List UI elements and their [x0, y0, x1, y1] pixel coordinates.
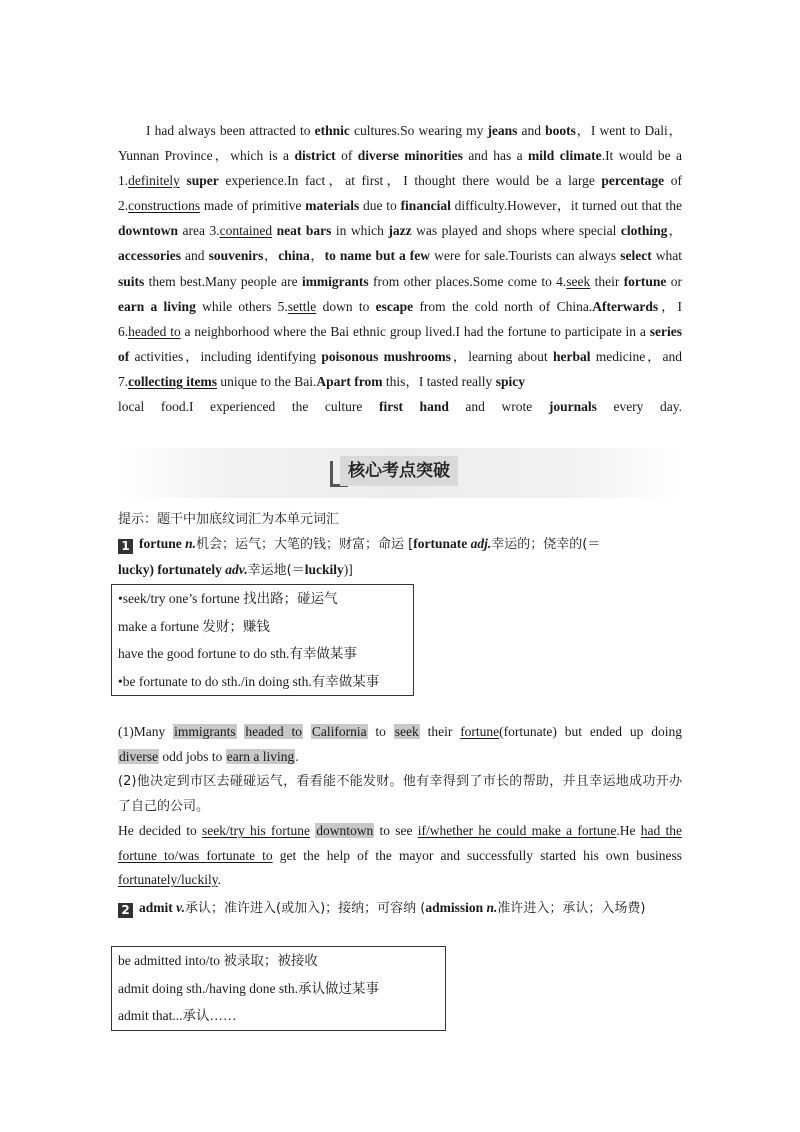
- vocab-bold: mild climate: [528, 148, 602, 164]
- phrase-entry: have the good fortune to do sth.有幸做某事: [118, 646, 357, 661]
- vocab-underlined: settle: [287, 298, 317, 314]
- passage-text: while others 5.: [195, 298, 288, 314]
- example-text: He decided to: [118, 823, 202, 838]
- example-text: to: [367, 724, 394, 739]
- vocab-bold: immigrants: [301, 273, 369, 289]
- vocab-bold: journals: [548, 399, 597, 415]
- highlighted-vocab: downtown: [316, 823, 374, 838]
- phrase-box-1: [111, 584, 414, 696]
- passage-text: ，: [263, 248, 279, 264]
- definition: )]: [343, 562, 353, 577]
- passage-text: activities，including identifying: [129, 348, 322, 364]
- passage-text: and has a: [462, 148, 529, 164]
- phrase-entry: admit that...承认……: [118, 1008, 237, 1023]
- headword: fortune: [139, 536, 182, 551]
- highlighted-vocab: earn a living: [226, 748, 295, 764]
- vocab-bold: ethnic: [314, 123, 350, 138]
- answer-underlined: fortunately/luckily: [118, 872, 218, 887]
- item-number-badge: 2: [118, 903, 133, 918]
- vocab-bold: poisonous mushrooms: [321, 348, 451, 364]
- vocab-bold: clothing: [620, 223, 668, 239]
- vocab-bold: super: [186, 173, 219, 189]
- vocab-bold: series of: [118, 323, 682, 364]
- part-of-speech: n.: [185, 536, 197, 551]
- example-text: (1)Many: [118, 724, 174, 739]
- vocab-bold: Apart from: [316, 373, 383, 389]
- part-of-speech: n.: [486, 900, 498, 915]
- example-1: [118, 720, 682, 769]
- highlighted-vocab: California: [311, 724, 367, 739]
- passage-text: local food.I experienced the culture: [118, 399, 379, 415]
- vocab-bold: china: [278, 248, 310, 264]
- passage-text: in which: [331, 223, 389, 239]
- passage-text: every day.: [596, 399, 683, 415]
- passage-text: their: [590, 273, 624, 289]
- section-banner: [118, 448, 682, 498]
- vocab-bold: escape: [375, 298, 414, 314]
- definition: 准许进入；承认；入场费): [497, 901, 646, 916]
- highlighted-vocab: seek: [394, 724, 419, 739]
- answer-underlined: if/whether he could make a fortune: [417, 823, 617, 838]
- related-word: admission: [425, 900, 484, 915]
- vocab-bold: first hand: [378, 399, 449, 415]
- example-1-line-1: [118, 720, 682, 745]
- phrase-entry: make a fortune 发财；赚钱: [118, 618, 270, 634]
- vocab-bold: spicy: [495, 373, 525, 389]
- passage-text: this，I tasted really: [382, 373, 496, 389]
- passage-text: and: [517, 123, 546, 138]
- vocab-underlined: seek: [566, 273, 591, 289]
- vocab-bold: suits: [118, 273, 145, 289]
- vocab-underlined: constructions: [128, 198, 201, 214]
- answer-underlined: fortune: [460, 724, 500, 739]
- phrase-entry: admit doing sth./having done sth.承认做过某事: [118, 980, 379, 996]
- vocab-bold: herbal: [552, 348, 591, 364]
- passage-text: made of primitive: [200, 198, 306, 214]
- part-of-speech: v.: [176, 900, 185, 915]
- vocab-bold: jeans: [487, 123, 518, 138]
- passage-text: ，learning about: [450, 348, 553, 364]
- passage-text: medicine，and 7.: [118, 348, 683, 389]
- vocab-bold: fortune: [623, 273, 667, 289]
- related-word: fortunately: [157, 562, 222, 577]
- vocab-bold: diverse minorities: [357, 148, 463, 164]
- passage-text: down to: [316, 298, 376, 314]
- example-2-chinese: (2)他决定到市区去碰碰运气，看看能不能发财。他有幸得到了市长的帮助，并且幸运地成功开办了自己的公司。: [118, 774, 682, 814]
- vocab-underlined-bold: collecting items: [128, 373, 217, 389]
- phrase-entry: •be fortunate to do sth./in doing sth.有幸做某事: [118, 673, 380, 689]
- part-of-speech: adv.: [225, 562, 248, 577]
- hint-note: 提示：题干中加底纹词汇为本单元词汇: [118, 512, 340, 527]
- part-of-speech: adj.: [470, 536, 492, 551]
- passage-text: ，I went to Dali，Yunnan Province，which is a: [118, 123, 682, 164]
- passage-text: area 3.: [178, 223, 220, 239]
- vocab-bold: souvenirs: [208, 248, 264, 264]
- phrase-entry: be admitted into/to 被录取；被接收: [118, 953, 318, 968]
- item2-heading: [118, 895, 682, 921]
- phrase-entry: •seek/try one’s fortune 找出路；碰运气: [118, 591, 338, 606]
- vocab-bold: district: [294, 148, 336, 164]
- example-text: their: [419, 724, 461, 739]
- vocab-bold: financial: [400, 198, 451, 214]
- vocab-underlined: definitely: [128, 173, 180, 189]
- passage-text: cultures.So wearing my: [349, 123, 488, 138]
- answer-underlined: seek/try his fortune: [201, 823, 310, 838]
- example-text: get the help of the mayor and successfully started his own business: [272, 847, 682, 863]
- definition: 幸运的；侥幸的(＝: [491, 537, 601, 552]
- passage-text: of 2.: [118, 173, 683, 214]
- passage-text: ，: [309, 248, 325, 264]
- passage-text: from other places.Some come to 4.: [368, 273, 567, 289]
- reading-passage: [118, 118, 682, 419]
- related-word: fortunate: [413, 536, 468, 551]
- answer-underlined: had the fortune to/was fortunate to: [118, 823, 682, 863]
- passage-text: due to: [359, 198, 401, 214]
- highlighted-vocab: immigrants: [174, 724, 236, 739]
- example-text: to see: [374, 823, 418, 838]
- vocab-bold: earn a living: [118, 298, 196, 314]
- passage-text: and wrote: [448, 399, 549, 415]
- definition: 幸运地(＝: [247, 563, 305, 578]
- example-text: .He: [616, 823, 641, 838]
- related-word: lucky): [118, 562, 155, 577]
- passage-text: or: [666, 273, 683, 289]
- highlighted-vocab: headed to: [245, 724, 302, 739]
- vocab-bold: downtown: [118, 223, 179, 239]
- passage-text: a neighborhood where the Bai ethnic group lived.I had the fortune to participate in a: [180, 323, 650, 339]
- passage-text: of: [335, 148, 358, 164]
- example-text: [303, 724, 311, 739]
- highlighted-vocab: diverse: [119, 748, 158, 764]
- passage-text: them best.Many people are: [144, 273, 302, 289]
- vocab-bold: materials: [305, 198, 360, 214]
- passage-text: and: [180, 248, 209, 264]
- example-text: odd jobs to: [158, 748, 226, 764]
- passage-text: from the cold north of China.: [413, 298, 593, 314]
- headword: admit: [139, 900, 173, 915]
- passage-text: ，: [667, 223, 683, 239]
- example-text: .: [295, 748, 299, 764]
- vocab-bold: accessories: [118, 248, 181, 264]
- related-word: luckily: [304, 562, 344, 577]
- vocab-underlined: contained: [219, 223, 273, 239]
- passage-last-line: [118, 394, 682, 419]
- vocab-bold: percentage: [601, 173, 665, 189]
- item1-heading: [118, 531, 682, 583]
- vocab-bold: Afterwards: [592, 298, 659, 314]
- vocab-bold: boots: [545, 123, 576, 138]
- phrase-box-2: [111, 946, 446, 1031]
- passage-text: .It would be a 1.: [118, 148, 683, 189]
- vocab-bold: jazz: [388, 223, 412, 239]
- passage-text: I had always been attracted to: [146, 123, 315, 138]
- passage-text: were for sale.Tourists can always: [430, 248, 621, 264]
- vocab-bold: to name but a few: [324, 248, 431, 264]
- definition: 机会；运气；大笔的钱；财富；命运 [: [196, 537, 414, 552]
- vocab-bold: neat bars: [276, 223, 332, 239]
- passage-text: was played and shops where special: [411, 223, 621, 239]
- vocab-underlined: headed to: [128, 323, 181, 339]
- passage-text: difficulty.However，it turned out that the: [450, 198, 682, 214]
- section-title: 核心考点突破: [340, 456, 458, 486]
- passage-text: unique to the Bai.: [216, 373, 317, 389]
- definition: 承认；准许进入(或加入)；接纳；可容纳 (: [185, 901, 426, 916]
- passage-text: experience.In fact，at first，I thought there would be a large: [218, 173, 602, 189]
- example-text: .: [217, 872, 221, 887]
- passage-text: ，I 6.: [118, 298, 682, 339]
- vocab-bold: select: [620, 248, 652, 264]
- example-2-english: [118, 819, 682, 893]
- passage-text: what: [651, 248, 682, 264]
- item-number-badge: 1: [118, 539, 133, 554]
- example-text: (fortunate) but ended up doing: [499, 724, 682, 739]
